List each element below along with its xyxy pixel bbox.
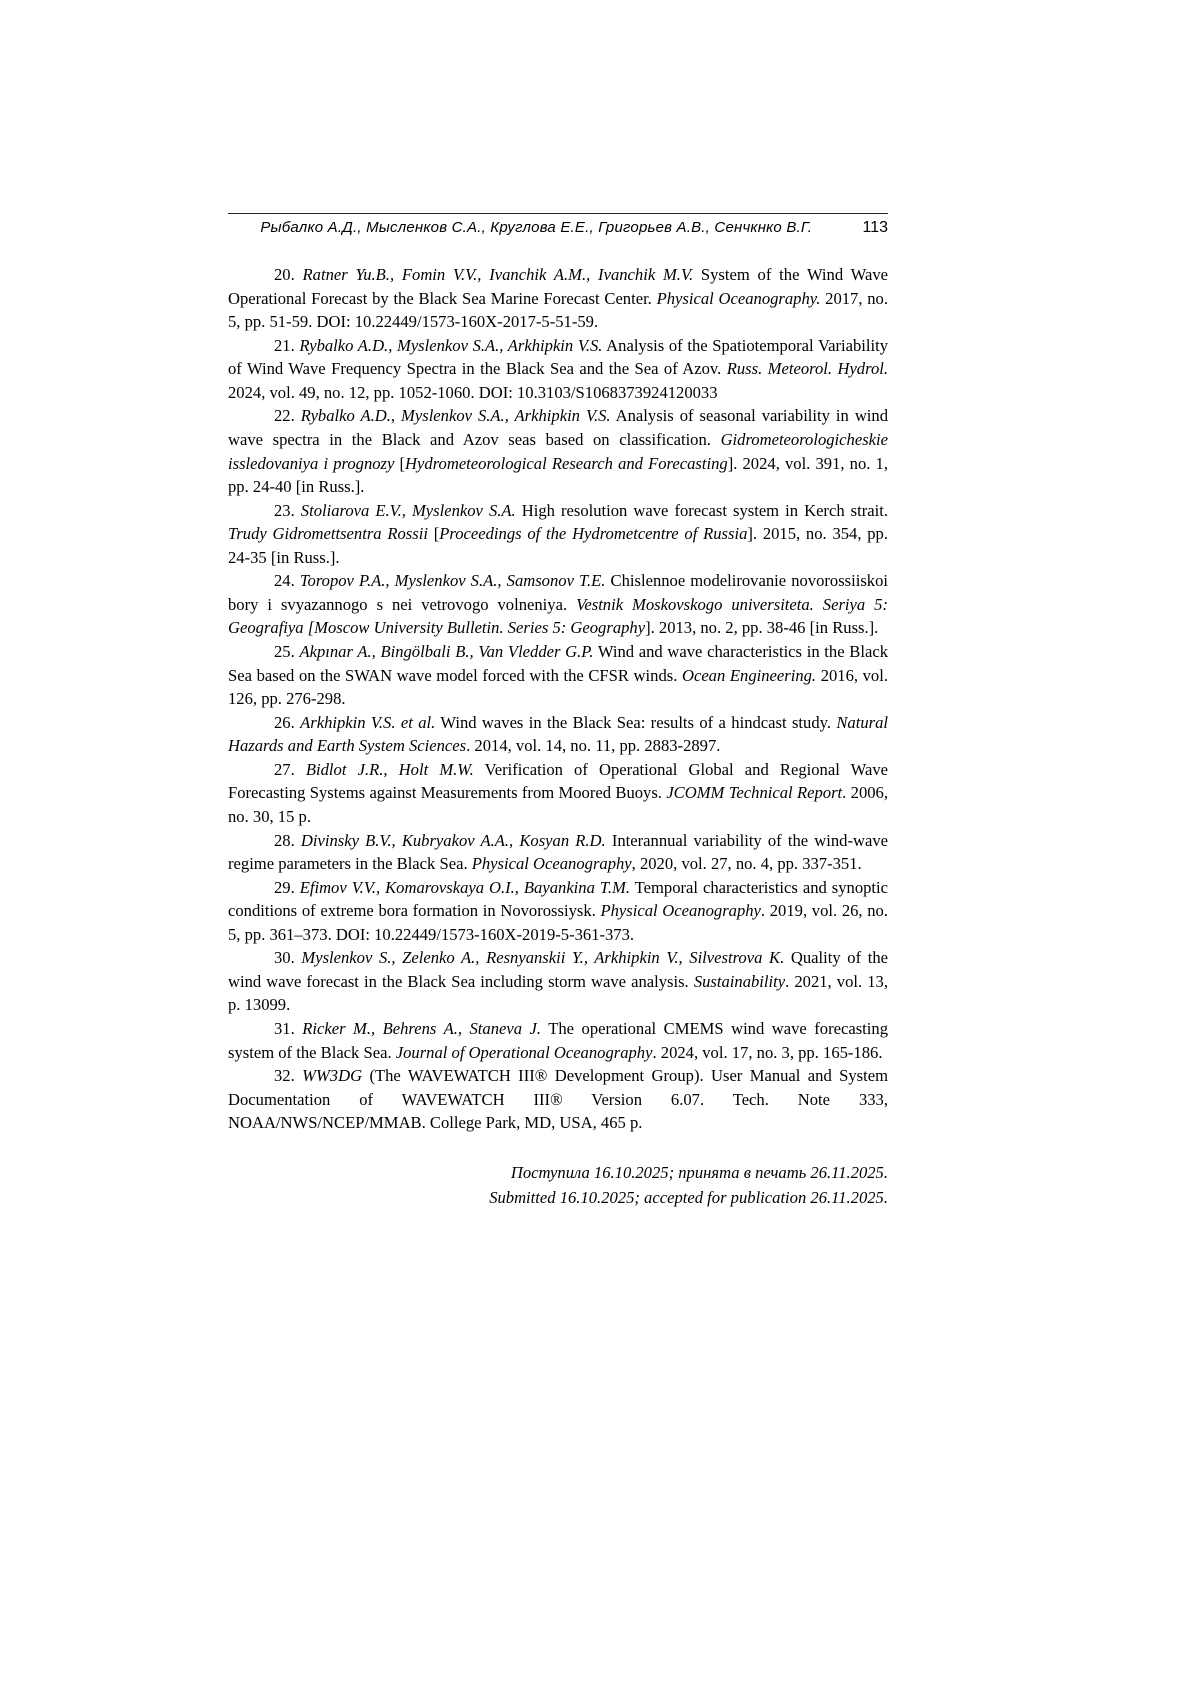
reference-item [228, 640, 888, 711]
reference-run-italic: Vestnik Moskovskogo universiteta. Seriya 5: Geografiya [Moscow University Bulletin. Series 5: Geography [228, 594, 888, 638]
reference-run-italic: Sustainability [693, 971, 786, 991]
reference-run: Verification of Operational Global and Regional Wave Forecasting Systems against Measurements from Moored Buoys. [228, 759, 889, 803]
reference-run-italic: Rybalko A.D., Myslenkov S.A., Arkhipkin V.S. [300, 406, 611, 426]
reference-run: [ [394, 453, 406, 473]
reference-run-italic: Ratner Yu.B., Fomin V.V., Ivanchik A.M., Ivanchik M.V. [302, 265, 694, 284]
reference-run: . 2006, no. 30, 15 p. [228, 783, 888, 826]
reference-run: . 2014, vol. 14, no. 11, pp. 2883-2897. [466, 736, 721, 756]
reference-run: Chislennoe modelirovanie novorossiiskoi bory i svyazannogo s nei vetrovogo volneniya. [228, 571, 889, 614]
page-number: 113 [862, 219, 888, 236]
reference-item [228, 334, 888, 405]
reference-run: ]. 2024, vol. 391, no. 1, pp. 24-40 [in Russ.]. [228, 453, 888, 497]
reference-run-italic: Proceedings of the Hydrometcentre of Russia [439, 524, 748, 544]
reference-run-italic: Bidlot J.R., Holt M.W. [305, 759, 474, 779]
reference-run: [ [427, 524, 440, 544]
reference-item [228, 404, 888, 498]
running-head [228, 213, 888, 237]
reference-run: 29. [274, 877, 300, 897]
reference-run-italic: Ocean Engineering. [681, 665, 817, 685]
reference-run-italic: Physical Oceanography. [656, 288, 821, 308]
reference-item [228, 829, 888, 876]
reference-item [228, 758, 888, 829]
reference-run-italic: Efimov V.V., Komarovskaya O.I., Bayankina T.M. [299, 877, 630, 897]
reference-run-italic: Rybalko A.D., Myslenkov S.A., Arkhipkin V.S. [299, 335, 603, 355]
reference-run-italic: Physical Oceanography [471, 854, 632, 874]
reference-item [228, 263, 888, 334]
reference-run: 28. [274, 830, 301, 850]
reference-run-italic: JCOMM Technical Report [666, 783, 843, 803]
reference-run-italic: Natural Hazards and Earth System Sciences [228, 712, 888, 756]
reference-run-italic: Arkhipkin V.S. et al. [300, 712, 436, 732]
reference-run: Quality of the wind wave forecast in the Black Sea including storm wave analysis. [228, 948, 888, 991]
reference-run: . 2021, vol. 13, p. 13099. [228, 971, 888, 1015]
reference-run: 2017, no. 5, pp. 51-59. DOI: 10.22449/1573-160X-2017-5-51-59. [228, 288, 888, 332]
reference-run: 23. [274, 500, 301, 520]
reference-item [228, 711, 888, 758]
reference-run: ]. 2013, no. 2, pp. 38-46 [in Russ.]. [645, 618, 879, 638]
submission-dates [228, 1161, 888, 1211]
submission-date-en: Submitted 16.10.2025; accepted for publication 26.11.2025. [489, 1187, 888, 1207]
reference-run-italic: Divinsky B.V., Kubryakov A.A., Kosyan R.D. [300, 830, 606, 850]
reference-run-italic: Toropov P.A., Myslenkov S.A., Samsonov T.E. [299, 571, 606, 591]
page-content [228, 213, 888, 1211]
running-head-authors: Рыбалко А.Д., Мысленков С.А., Круглова Е.Е., Григорьев А.В., Сенчкнко В.Г. [260, 219, 813, 236]
reference-run: , 2020, vol. 27, no. 4, pp. 337-351. [631, 854, 862, 874]
reference-run: 2024, vol. 49, no. 12, pp. 1052-1060. DOI: 10.3103/S1068373924120033 [228, 382, 718, 402]
references-list [228, 263, 888, 1135]
reference-run: 2016, vol. 126, pp. 276-298. [228, 665, 888, 709]
reference-run: 32. [274, 1066, 303, 1086]
reference-run-italic: Gidrometeorologicheskie issledovaniya i prognozy [228, 429, 888, 473]
reference-run: ]. 2015, no. 354, pp. 24-35 [in Russ.]. [228, 524, 888, 567]
reference-run: 22. [274, 406, 301, 426]
reference-run-italic: Akpınar A., Bingölbali B., Van Vledder G.P. [299, 642, 594, 661]
reference-item [228, 569, 888, 640]
reference-run-italic: Hydrometeorological Research and Forecasting [405, 453, 728, 473]
reference-run: 21. [274, 335, 300, 355]
reference-run-italic: Physical Oceanography [600, 901, 761, 921]
reference-item [228, 946, 888, 1017]
reference-run: 31. [274, 1019, 303, 1038]
reference-run-italic: Ricker M., Behrens A., Staneva J. [302, 1019, 542, 1038]
reference-run-italic: Trudy Gidromettsentra Rossii [228, 524, 428, 544]
reference-run: 20. [274, 265, 303, 284]
reference-run-italic: Myslenkov S., Zelenko A., Resnyanskii Y., Arkhipkin V., Silvestrova K. [301, 948, 785, 968]
reference-run: High resolution wave forecast system in Kerch strait. [515, 500, 888, 520]
reference-run: Temporal characteristics and synoptic conditions of extreme bora formation in Novorossiysk. [228, 877, 888, 921]
reference-item [228, 499, 888, 570]
reference-run: Analysis of the Spatiotemporal Variability of Wind Wave Frequency Spectra in the Black Sea and the Sea of Azov. [228, 335, 889, 379]
reference-run-italic: WW3DG [302, 1066, 363, 1086]
submission-date-ru: Поступила 16.10.2025; принята в печать 26.11.2025. [510, 1162, 888, 1182]
reference-run: Interannual variability of the wind-wave regime parameters in the Black Sea. [228, 830, 888, 874]
reference-run: 30. [274, 948, 302, 968]
reference-run-italic: Journal of Operational Oceanography [395, 1042, 653, 1062]
reference-run: 25. [274, 642, 300, 661]
reference-run: The operational CMEMS wind wave forecasting system of the Black Sea. [228, 1019, 888, 1062]
reference-run: Wind and wave characteristics in the Black Sea based on the SWAN wave model forced with the CFSR winds. [228, 642, 888, 685]
reference-run: 24. [274, 571, 300, 591]
reference-run: 27. [274, 759, 306, 779]
reference-run: . 2024, vol. 17, no. 3, pp. 165-186. [652, 1042, 883, 1062]
reference-run: . 2019, vol. 26, no. 5, pp. 361–373. DOI: 10.22449/1573-160X-2019-5-361-373. [228, 901, 888, 944]
reference-run: Wind waves in the Black Sea: results of a hindcast study. [435, 712, 837, 732]
reference-run: (The WAVEWATCH III® Development Group). User Manual and System Documentation of WAVEWATCH III® Version 6.07. Tech. Note 333, NOAA/NWS/NCEP/MMAB. College Park, MD, USA, 465 p. [228, 1066, 889, 1133]
reference-run-italic: Russ. Meteorol. Hydrol. [726, 359, 888, 379]
reference-item [228, 876, 888, 947]
reference-run-italic: Stoliarova E.V., Myslenkov S.A. [300, 500, 516, 520]
reference-run: 26. [274, 712, 301, 732]
reference-run: Analysis of seasonal variability in wind wave spectra in the Black and Azov seas based on classification. [228, 406, 889, 449]
reference-item [228, 1064, 888, 1135]
reference-run: System of the Wind Wave Operational Forecast by the Black Sea Marine Forecast Center. [228, 265, 888, 308]
reference-item [228, 1017, 888, 1064]
